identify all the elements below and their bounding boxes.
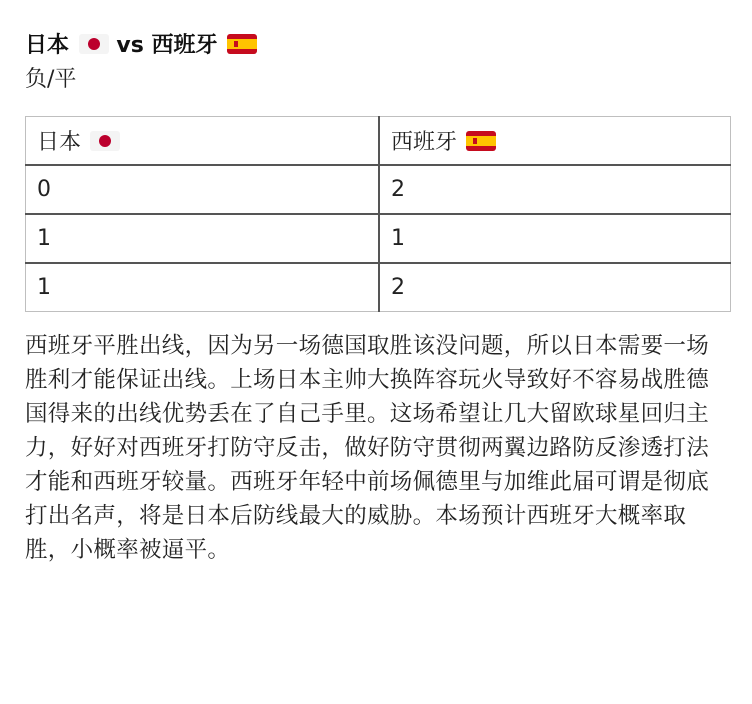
table-row: [26, 165, 731, 214]
home-score-cell: 1: [26, 214, 380, 263]
article: [25, 30, 731, 567]
prediction-label: 负/平: [25, 67, 77, 92]
japan-flag-icon: [90, 131, 120, 151]
spain-flag-icon: [466, 131, 496, 151]
japan-flag-icon: [79, 34, 109, 54]
table-row: [26, 214, 731, 263]
home-score-cell: 1: [26, 263, 380, 312]
match-title: [25, 30, 731, 62]
home-team-name: 日本: [25, 33, 70, 58]
spain-flag-icon: [227, 34, 257, 54]
score-table: [25, 116, 731, 312]
away-score-cell: 2: [379, 263, 731, 312]
vs-label: vs: [116, 33, 144, 58]
table-header-row: [26, 117, 731, 166]
column-header-away: 西班牙: [379, 117, 731, 166]
column-header-home: 日本: [26, 117, 380, 166]
home-score-cell: 0: [26, 165, 380, 214]
table-row: [26, 263, 731, 312]
away-score-cell: 2: [379, 165, 731, 214]
away-team-name: 西班牙: [151, 33, 218, 58]
analysis-paragraph: 西班牙平胜出线，因为另一场德国取胜该没问题，所以日本需要一场胜利才能保证出线。上场日本主帅大换阵容玩火导致好不容易战胜德国得来的出线优势丢在了自己手里。这场希望让几大留欧球星回归主力，好好对西班牙打防守反击，做好防守贯彻两翼边路防反渗透打法才能和西班牙较量。西班牙年轻中前场佩德里与加维此届可谓是彻底打出名声，将是日本后防线最大的威胁。本场预计西班牙大概率取胜，小概率被逼平。: [25, 333, 710, 563]
away-score-cell: 1: [379, 214, 731, 263]
